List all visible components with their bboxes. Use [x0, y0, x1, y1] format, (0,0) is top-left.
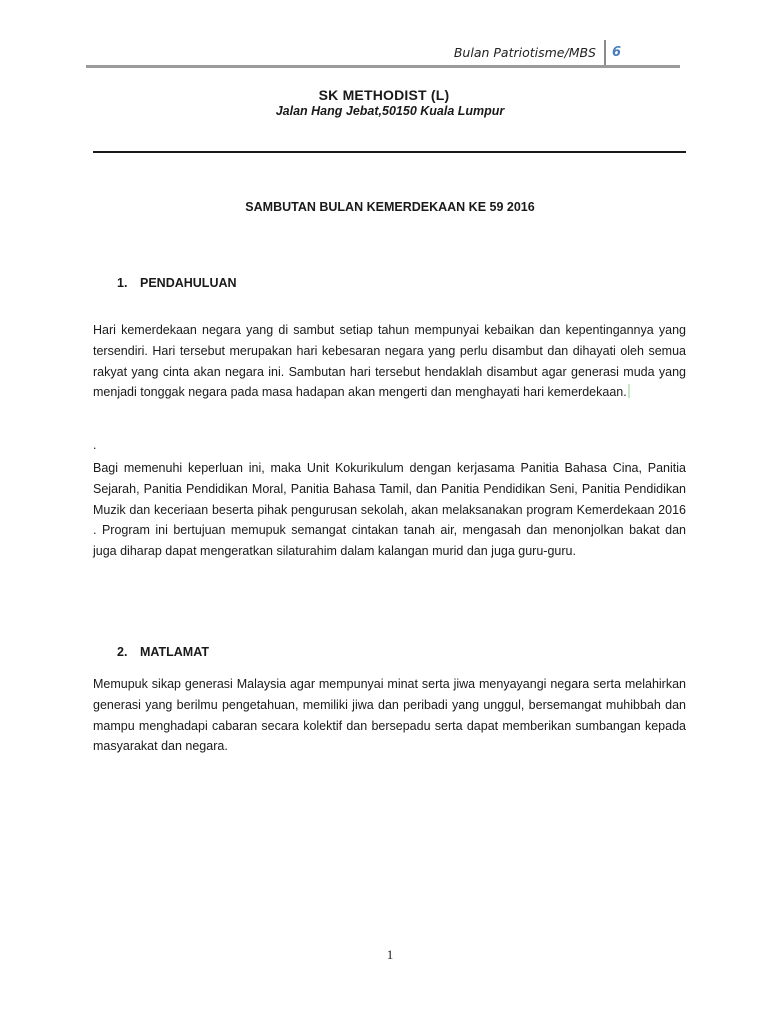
paragraph-text: Bagi memenuhi keperluan ini, maka Unit Kokurikulum dengan kerjasama Panitia Bahasa Cina, Panitia Sejarah, Panitia Pendidikan Moral, Panitia Bahasa Tamil, dan Panitia Pendidikan Seni, Panitia Pendidikan Muzik dan keceriaan beserta pihak pengurusan sekolah, akan melaksanakan program Kemerdekaan 2016 . Program ini bertujuan memupuk semangat cintakan tanah air, mengasah dan menonjolkan bakat dan juga diharap dapat mengeratkan silaturahim dalam kalangan murid dan juga guru-guru.: [93, 461, 686, 559]
document-title: SAMBUTAN BULAN KEMERDEKAAN KE 59 2016: [245, 200, 535, 214]
title-rule: [93, 151, 686, 153]
header-separator: [604, 40, 606, 66]
header-rule: [86, 65, 680, 68]
paragraph-pendahuluan-2: [93, 458, 686, 562]
header-page-label: 6: [612, 45, 622, 60]
section-heading-pendahuluan: [117, 276, 237, 290]
section-number: 2.: [117, 645, 128, 659]
paragraph-text: Hari kemerdekaan negara yang di sambut setiap tahun mempunyai kebaikan dan kepentingannya yang tersendiri. Hari tersebut merupakan hari kebesaran negara yang perlu disambut dan dihayati oleh semua rakyat yang cinta akan negara ini. Sambutan hari tersebut hendaklah disambut agar generasi muda yang menjadi tonggak negara pada masa hadapan akan mengerti dan menghayati hari kemerdekaan.: [93, 323, 686, 400]
edit-marker: [628, 384, 630, 398]
section-number: 1.: [117, 276, 128, 290]
school-address: Jalan Hang Jebat,50150 Kuala Lumpur: [275, 104, 505, 118]
school-name: SK METHODIST (L): [318, 87, 450, 103]
section-title: MATLAMAT: [140, 645, 209, 659]
paragraph-text: Memupuk sikap generasi Malaysia agar mempunyai minat serta jiwa menyayangi negara serta melahirkan generasi yang berilmu pengetahuan, memiliki jiwa dan peribadi yang unggul, bersemangat muhibbah dan mampu menghadapi cabaran secara kolektif dan bersepadu serta dapat memberikan sumbangan kepada masyarakat dan negara.: [93, 677, 686, 754]
paragraph-matlamat-1: [93, 674, 686, 757]
section-heading-matlamat: [117, 645, 209, 659]
running-header-title: Bulan Patriotisme/MBS: [453, 45, 596, 60]
footer-page-number: 1: [386, 947, 394, 962]
separator-dot: .: [93, 438, 97, 452]
paragraph-pendahuluan-1: [93, 320, 686, 403]
section-title: PENDAHULUAN: [140, 276, 237, 290]
